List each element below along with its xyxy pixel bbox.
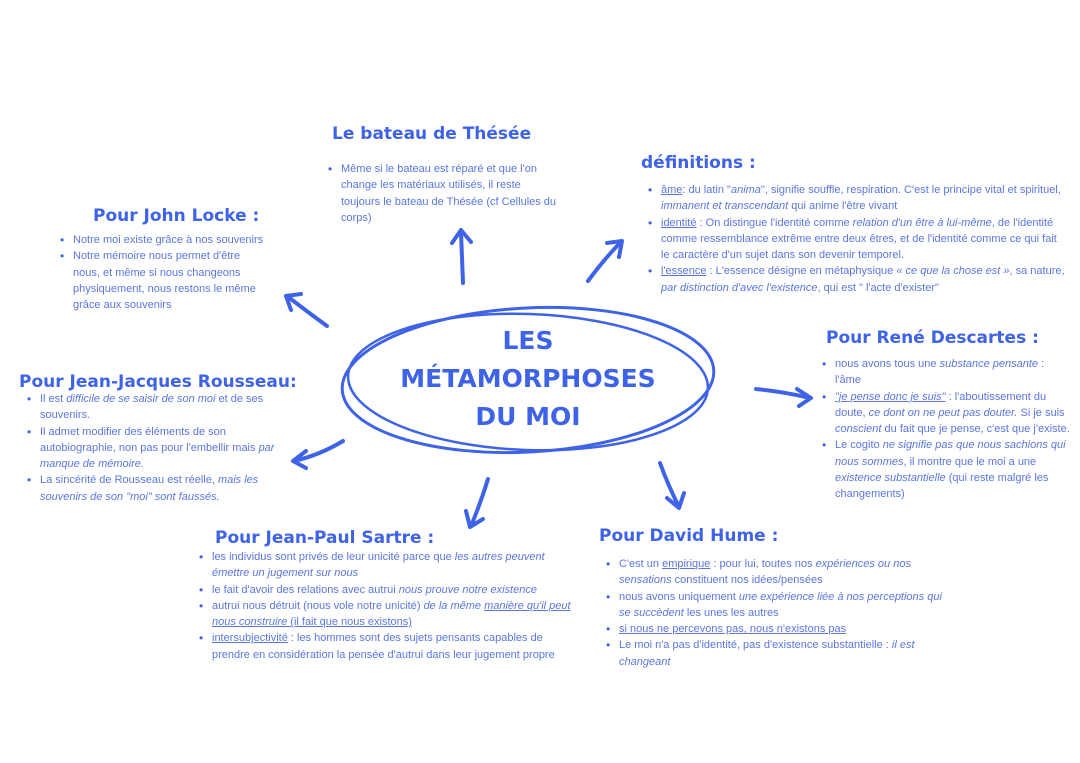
rousseau-title: Pour Jean-Jacques Rousseau: — [19, 372, 297, 392]
sartre-item: • autrui nous détruit (nous vole notre unicité) de la même manière qu'il peut nous construire (il fait que nous existons) — [199, 598, 581, 631]
definitions-list — [648, 182, 1066, 296]
definition-essence: • l'essence : L'essence désigne en métaphysique « ce que la chose est », sa nature, par distinction d'avec l'existence, qui est " l'acte d'exister" — [648, 263, 1066, 296]
rousseau-item: • La sincérité de Rousseau est réelle, mais les souvenirs de son "moi" sont faussés. — [27, 472, 295, 505]
hume-item: • C'est un empirique : pour lui, toutes nos expériences ou nos sensations constituent nos idées/pensées — [606, 556, 948, 589]
definitions-title: définitions : — [641, 153, 756, 173]
hume-item: • nous avons uniquement une expérience liée à nos perceptions qui se succèdent les unes les autres — [606, 589, 948, 622]
descartes-item: • nous avons tous une substance pensante : l'âme — [822, 356, 1072, 389]
rousseau-item: • Il est difficile de se saisir de son moi et de ses souvenirs. — [27, 391, 295, 424]
arrow-to-bateau — [452, 230, 471, 283]
locke-item: • Notre mémoire nous permet d'être nous, et même si nous changeons physiquement, nous restons le même grâce aux souvenirs — [60, 248, 290, 313]
bateau-title: Le bateau de Thésée — [332, 124, 532, 144]
sartre-item: • les individus sont privés de leur unicité parce que les autres peuvent émettre un jugement sur nous — [199, 549, 581, 582]
sartre-title: Pour Jean-Paul Sartre : — [215, 528, 435, 548]
term-essence: l'essence — [661, 265, 707, 278]
descartes-item: • Le cogito ne signifie pas que nous sachions qui nous sommes, il montre que le moi a une existence substantielle (qui reste malgré les changements) — [822, 437, 1072, 502]
bateau-item: • Même si le bateau est réparé et que l'on change les matériaux utilisés, il reste toujours le bateau de Thésée (cf Cellules du corps) — [328, 161, 560, 226]
arrow-to-rousseau — [293, 441, 343, 468]
locke-list — [60, 232, 290, 313]
definition-identite: • identité : On distingue l'identité comme relation d'un être à lui-même, de l'identité comme ressemblance extrême entre deux êtres, et de l'identité comme ce qui fait le caractère d'un sujet dans son devenir temporel. — [648, 215, 1066, 264]
title-line-1: LES — [502, 326, 554, 355]
sartre-list — [199, 549, 581, 663]
arrow-to-definitions — [588, 241, 622, 281]
term-identite: identité — [661, 216, 697, 229]
definition-ame: • âme: du latin "anima", signifie souffle, respiration. C'est le principe vital et spirituel, immanent et transcendant qui anime l'être vivant — [648, 182, 1066, 215]
arrow-to-descartes — [756, 389, 811, 406]
arrow-to-hume — [660, 463, 684, 508]
sartre-item: • le fait d'avoir des relations avec autrui nous prouve notre existence — [199, 582, 581, 598]
title-line-3: DU MOI — [475, 402, 581, 431]
term-ame: âme — [661, 184, 683, 196]
descartes-title: Pour René Descartes : — [826, 328, 1039, 348]
rousseau-list — [27, 391, 295, 505]
descartes-item: • "je pense donc je suis" : l'aboutissement du doute, ce dont on ne peut pas douter. Si je suis conscient du fait que je pense, c'est que j'existe. — [822, 389, 1072, 438]
bateau-list — [328, 161, 560, 226]
descartes-list — [822, 356, 1072, 503]
hume-item: • Le moi n'a pas d'identité, pas d'existence substantielle : il est changeant — [606, 637, 948, 670]
locke-title: Pour John Locke : — [93, 206, 260, 226]
title-line-2: MÉTAMORPHOSES — [400, 364, 656, 393]
rousseau-item: • Il admet modifier des éléments de son autobiographie, non pas pour l'embellir mais par manque de mémoire. — [27, 424, 295, 473]
arrow-to-locke — [286, 294, 327, 326]
locke-item: • Notre moi existe grâce à nos souvenirs — [60, 232, 290, 248]
hume-item: • si nous ne percevons pas, nous n'existons pas — [606, 621, 948, 637]
arrow-to-sartre — [466, 479, 488, 527]
hume-title: Pour David Hume : — [599, 526, 779, 546]
sartre-item: • intersubjectivité : les hommes sont des sujets pensants capables de prendre en considération la pensée d'autrui dans leur jugement propre — [199, 630, 581, 663]
hume-list — [606, 556, 948, 670]
